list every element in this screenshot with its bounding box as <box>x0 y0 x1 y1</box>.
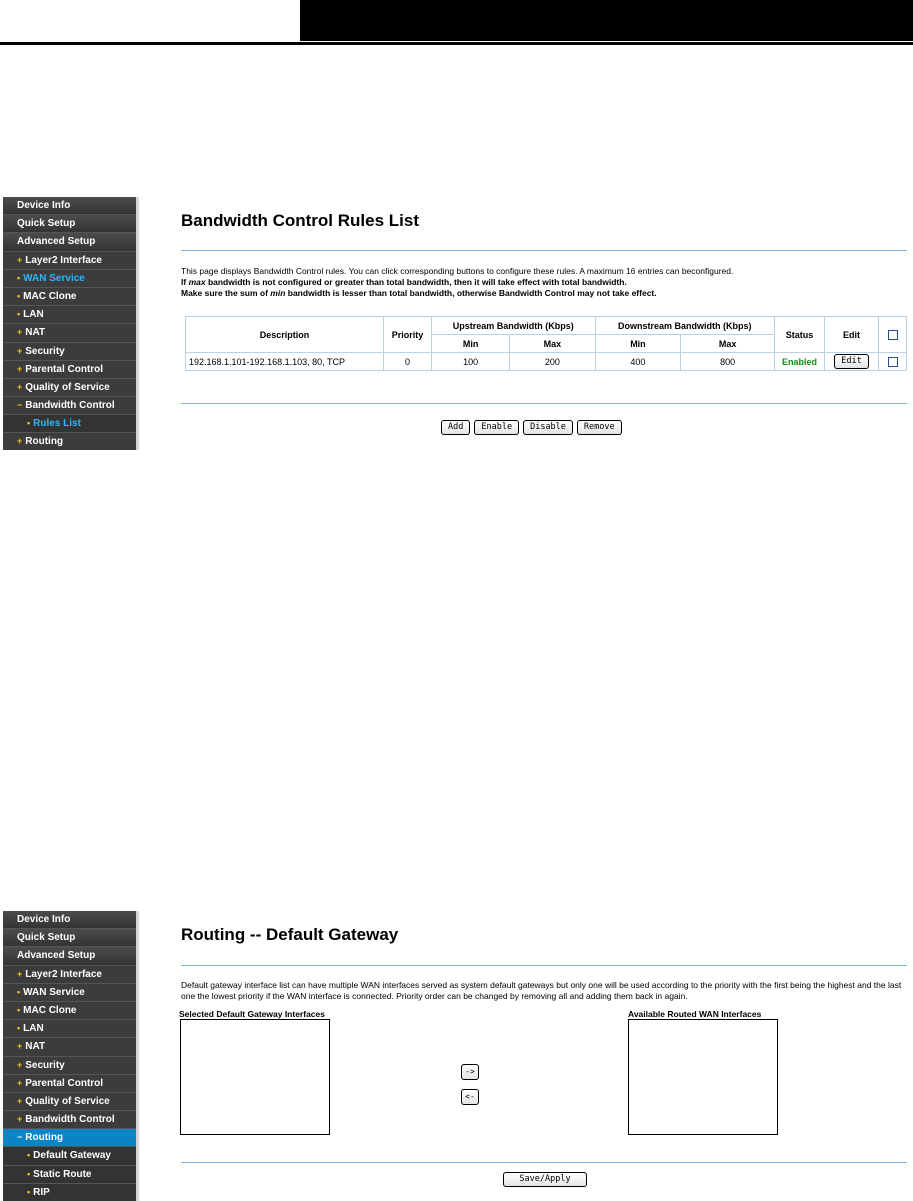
rules-table <box>185 316 907 371</box>
nav-label: Default Gateway <box>33 1150 111 1162</box>
disable-button[interactable]: Disable <box>523 420 573 435</box>
plus-icon: + <box>17 254 23 265</box>
description-line <box>181 277 733 288</box>
nav-label: Static Route <box>33 1168 92 1180</box>
cell-down-max: 800 <box>681 353 775 371</box>
table-divider <box>181 403 907 404</box>
plus-icon: + <box>17 1041 23 1052</box>
nav-label: Security <box>25 1059 65 1071</box>
nav-label: NAT <box>25 1041 46 1053</box>
nav-layer2-interface[interactable] <box>3 252 136 270</box>
nav-label: Quality of Service <box>25 381 110 393</box>
text: If <box>181 277 189 287</box>
add-button[interactable]: Add <box>441 420 470 435</box>
nav-label: Parental Control <box>25 363 104 375</box>
nav-label: Bandwidth Control <box>25 400 115 412</box>
col-downstream: Downstream Bandwidth (Kbps) <box>595 317 775 335</box>
col-priority: Priority <box>384 317 432 353</box>
sidebar-separator <box>136 911 139 1201</box>
dot-icon: • <box>27 1150 31 1161</box>
cell-description: 192.168.1.101-192.168.1.103, 80, TCP <box>186 353 384 371</box>
nav-quality-of-service[interactable] <box>3 1093 136 1111</box>
col-status: Status <box>775 317 825 353</box>
cell-up-min: 100 <box>432 353 510 371</box>
title-divider <box>181 250 907 251</box>
nav-quality-of-service[interactable] <box>3 379 136 397</box>
title-divider <box>181 965 907 966</box>
bandwidth-rules-screenshot <box>3 197 913 450</box>
move-right-button[interactable]: -> <box>461 1064 479 1080</box>
col-down-max: Max <box>681 335 775 353</box>
minus-icon: − <box>17 400 23 411</box>
remove-button[interactable]: Remove <box>577 420 622 435</box>
nav-security[interactable] <box>3 343 136 361</box>
description: Default gateway interface list can have multiple WAN interfaces served as system default gateways but only one will be used according to the priority with the first being the highest and the last one the lowest priority if the WAN interface is connected. Priority order can be changed by removing all and adding them back in again. <box>181 980 902 1001</box>
plus-icon: + <box>17 363 23 374</box>
nav-label: Routing <box>25 436 64 448</box>
nav-rip[interactable] <box>3 1184 136 1201</box>
nav-wan-service[interactable] <box>3 984 136 1002</box>
col-down-min: Min <box>595 335 681 353</box>
description-line <box>181 288 733 299</box>
select-all-checkbox[interactable] <box>888 330 898 340</box>
cell-down-min: 400 <box>595 353 681 371</box>
edit-button[interactable]: Edit <box>834 354 868 369</box>
nav-lan[interactable] <box>3 1020 136 1038</box>
cell-status: Enabled <box>775 353 825 371</box>
nav-label: Bandwidth Control <box>25 1114 115 1126</box>
selected-gateways-list[interactable] <box>180 1019 330 1135</box>
nav-advanced-setup[interactable]: Advanced Setup <box>3 233 136 251</box>
dot-icon: • <box>27 1186 31 1197</box>
page-title: Routing -- Default Gateway <box>181 925 399 944</box>
sidebar-nav <box>3 911 136 1201</box>
page-title: Bandwidth Control Rules List <box>181 211 419 230</box>
nav-device-info[interactable]: Device Info <box>3 911 136 929</box>
nav-bandwidth-control[interactable] <box>3 1111 136 1129</box>
nav-static-route[interactable] <box>3 1166 136 1184</box>
text: bandwidth is lesser than total bandwidth, otherwise Bandwidth Control may not take effect. <box>285 288 657 298</box>
nav-parental-control[interactable] <box>3 361 136 379</box>
action-buttons <box>441 420 622 435</box>
main-content <box>181 197 907 450</box>
nav-wan-service[interactable] <box>3 270 136 288</box>
nav-label: Layer2 Interface <box>25 254 102 266</box>
emphasis: min <box>270 288 286 298</box>
nav-mac-clone[interactable] <box>3 288 136 306</box>
dot-icon: • <box>17 1004 21 1015</box>
description-line: This page displays Bandwidth Control rules. You can click corresponding buttons to configure these rules. A maximum 16 entries can beconfigured. <box>181 266 734 276</box>
plus-icon: + <box>17 327 23 338</box>
nav-bandwidth-control[interactable] <box>3 397 136 415</box>
plus-icon: + <box>17 436 23 447</box>
nav-label: WAN Service <box>23 986 85 998</box>
col-up-max: Max <box>510 335 595 353</box>
nav-label: Layer2 Interface <box>25 968 102 980</box>
nav-rules-list[interactable] <box>3 415 136 433</box>
plus-icon: + <box>17 345 23 356</box>
minus-icon: − <box>17 1132 23 1143</box>
nav-label: Quality of Service <box>25 1095 110 1107</box>
nav-mac-clone[interactable] <box>3 1002 136 1020</box>
default-gateway-screenshot <box>3 911 913 1201</box>
nav-label: Security <box>25 345 65 357</box>
nav-layer2-interface[interactable] <box>3 966 136 984</box>
move-left-button[interactable]: <- <box>461 1089 479 1105</box>
nav-routing[interactable] <box>3 1129 136 1147</box>
nav-quick-setup[interactable]: Quick Setup <box>3 929 136 947</box>
enable-button[interactable]: Enable <box>474 420 519 435</box>
cell-priority: 0 <box>384 353 432 371</box>
nav-label: Parental Control <box>25 1077 104 1089</box>
available-interfaces-label: Available Routed WAN Interfaces <box>628 1009 762 1019</box>
description <box>181 266 733 299</box>
nav-label: RIP <box>33 1186 50 1198</box>
nav-advanced-setup[interactable]: Advanced Setup <box>3 947 136 965</box>
header-bar <box>300 0 913 41</box>
nav-device-info[interactable]: Device Info <box>3 197 136 215</box>
nav-label: NAT <box>25 327 46 339</box>
cell-edit <box>825 353 879 371</box>
emphasis: max <box>188 277 206 287</box>
cell-up-max: 200 <box>510 353 595 371</box>
row-checkbox[interactable] <box>888 357 898 367</box>
nav-label: MAC Clone <box>23 1004 77 1016</box>
nav-default-gateway[interactable] <box>3 1147 136 1165</box>
dot-icon: • <box>17 986 21 997</box>
dot-icon: • <box>17 1023 21 1034</box>
col-description: Description <box>186 317 384 353</box>
nav-label: LAN <box>23 309 44 321</box>
text: bandwidth is not configured or greater than total bandwidth, then it will take effect with total bandwidth. <box>205 277 627 287</box>
dot-icon: • <box>27 1168 31 1179</box>
nav-label: Rules List <box>33 418 81 430</box>
col-up-min: Min <box>432 335 510 353</box>
table-row <box>186 353 907 371</box>
plus-icon: + <box>17 1095 23 1106</box>
nav-lan[interactable] <box>3 306 136 324</box>
col-upstream: Upstream Bandwidth (Kbps) <box>432 317 596 335</box>
nav-parental-control[interactable] <box>3 1075 136 1093</box>
main-content <box>181 911 907 1201</box>
text: Make sure the sum of <box>181 288 271 298</box>
nav-label: Routing <box>25 1132 64 1144</box>
save-apply-button[interactable]: Save/Apply <box>503 1172 587 1187</box>
nav-label: WAN Service <box>23 272 85 284</box>
nav-routing[interactable] <box>3 433 136 450</box>
col-select-all <box>879 317 907 353</box>
dot-icon: • <box>17 309 21 320</box>
dot-icon: • <box>17 272 21 283</box>
bottom-divider <box>181 1162 907 1163</box>
dot-icon: • <box>27 418 31 429</box>
dot-icon: • <box>17 290 21 301</box>
nav-nat[interactable] <box>3 1038 136 1056</box>
plus-icon: + <box>17 1059 23 1070</box>
plus-icon: + <box>17 1077 23 1088</box>
plus-icon: + <box>17 968 23 979</box>
plus-icon: + <box>17 1114 23 1125</box>
sidebar-separator <box>136 197 139 450</box>
nav-nat[interactable] <box>3 324 136 342</box>
nav-label: MAC Clone <box>23 290 77 302</box>
nav-label: LAN <box>23 1023 44 1035</box>
plus-icon: + <box>17 381 23 392</box>
sidebar-nav <box>3 197 136 450</box>
nav-security[interactable] <box>3 1057 136 1075</box>
nav-quick-setup[interactable]: Quick Setup <box>3 215 136 233</box>
available-interfaces-list[interactable] <box>628 1019 778 1135</box>
col-edit: Edit <box>825 317 879 353</box>
cell-select <box>879 353 907 371</box>
selected-gateways-label: Selected Default Gateway Interfaces <box>179 1009 325 1019</box>
header-rule <box>0 42 913 45</box>
